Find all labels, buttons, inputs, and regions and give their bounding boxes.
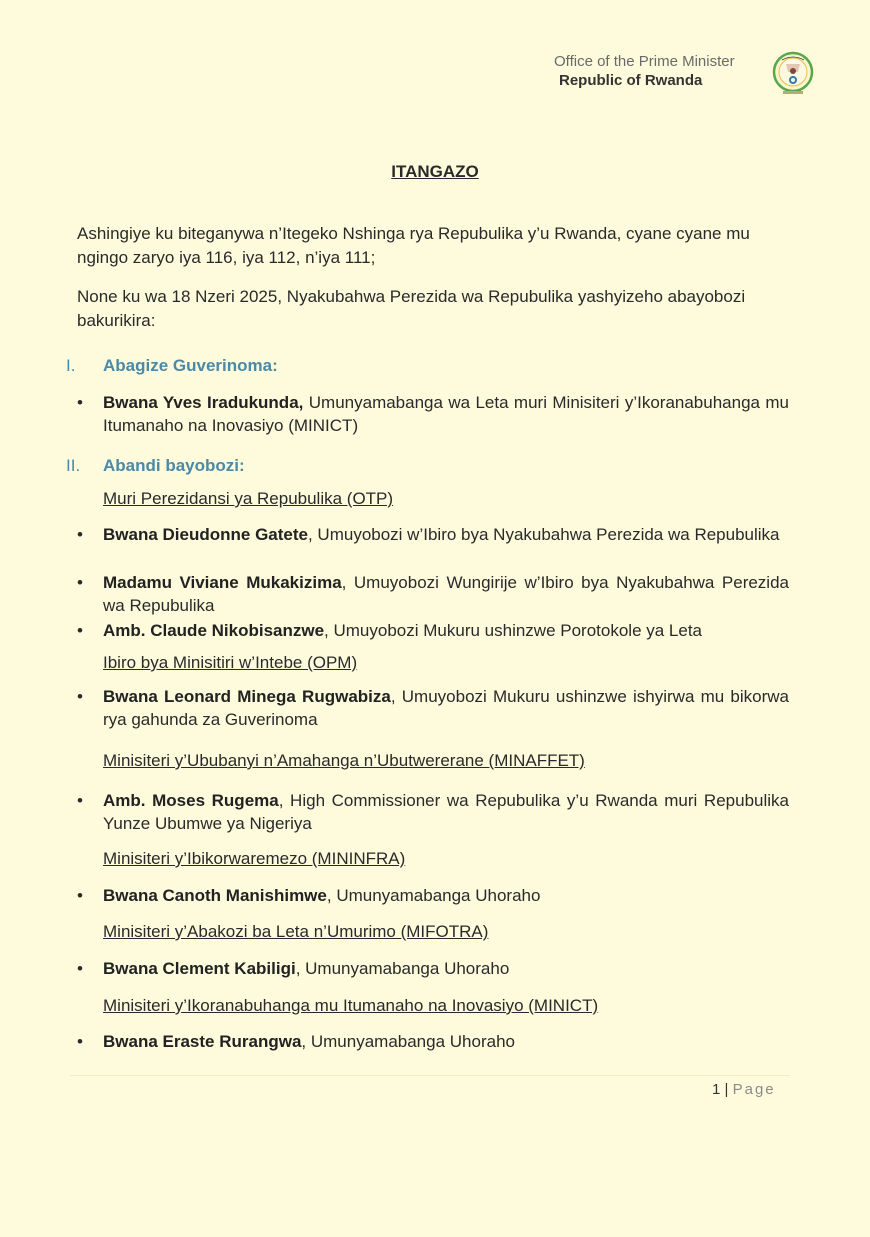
org-heading-minict: Minisiteri y’Ikoranabuhanga mu Itumanaho na Inovasiyo (MINICT) bbox=[103, 996, 599, 1015]
page-number-value: 1 bbox=[712, 1081, 721, 1098]
org-heading-minaffet: Minisiteri y’Ububanyi n’Amahanga n’Ubutwererane (MINAFFET) bbox=[103, 751, 585, 770]
list-item bbox=[77, 685, 789, 731]
appointee-name: Bwana Eraste Rurangwa bbox=[103, 1032, 302, 1051]
bullet-icon: • bbox=[77, 621, 83, 640]
appointee-role: , Umuyobozi Wungirije w’Ibiro bya Nyakubahwa Perezida wa Repubulika bbox=[103, 573, 789, 615]
list-item bbox=[77, 957, 789, 980]
section-heading-2 bbox=[66, 456, 245, 476]
section-heading-1 bbox=[66, 356, 278, 376]
appointee-name: Bwana Leonard Minega Rugwabiza bbox=[103, 687, 391, 706]
letterhead-text bbox=[554, 52, 764, 90]
appointee-name: Madamu Viviane Mukakizima bbox=[103, 573, 342, 592]
org-heading-otp: Muri Perezidansi ya Repubulika (OTP) bbox=[103, 489, 394, 508]
list-item bbox=[77, 391, 789, 437]
intro-paragraph-1: Ashingiye ku biteganywa n’Itegeko Nshinga rya Repubulika y’u Rwanda, cyane cyane mu ngingo zaryo iya 116, iya 112, n’iya 111; bbox=[77, 224, 750, 267]
appointee-name: Amb. Claude Nikobisanzwe bbox=[103, 621, 325, 640]
org-heading-mininfra: Minisiteri y’Ibikorwaremezo (MININFRA) bbox=[103, 849, 406, 868]
appointee-role: , Umunyamabanga Uhoraho bbox=[301, 1032, 515, 1051]
appointee-name: Bwana Dieudonne Gatete bbox=[103, 525, 308, 544]
page-label: Page bbox=[732, 1081, 776, 1098]
page-separator: | bbox=[724, 1081, 729, 1098]
intro-paragraph-2: None ku wa 18 Nzeri 2025, Nyakubahwa Perezida wa Repubulika yashyizeho abayobozi bakurikira: bbox=[77, 287, 746, 330]
bullet-icon: • bbox=[77, 791, 83, 810]
org-heading-mifotra: Minisiteri y’Abakozi ba Leta n’Umurimo (MIFOTRA) bbox=[103, 922, 489, 941]
appointee-role: Umunyamabanga wa Leta muri Minisiteri y’Ikoranabuhanga mu Itumanaho na Inovasiyo (MINICT) bbox=[103, 393, 789, 435]
bullet-icon: • bbox=[77, 525, 83, 544]
list-item bbox=[77, 789, 789, 835]
appointee-role: , Umunyamabanga Uhoraho bbox=[326, 886, 541, 905]
list-item bbox=[77, 523, 789, 546]
section-title: Abagize Guverinoma: bbox=[103, 356, 278, 375]
appointee-name: Bwana Canoth Manishimwe bbox=[103, 886, 327, 905]
bullet-icon: • bbox=[77, 1032, 83, 1051]
bullet-icon: • bbox=[77, 573, 83, 592]
document-title: ITANGAZO bbox=[391, 162, 479, 181]
bullet-icon: • bbox=[77, 886, 83, 905]
section-title: Abandi bayobozi: bbox=[103, 456, 245, 475]
list-item bbox=[77, 619, 789, 642]
appointee-name: Bwana Yves Iradukunda, bbox=[103, 393, 304, 412]
footer-divider bbox=[70, 1075, 790, 1076]
section-number: I. bbox=[66, 356, 76, 375]
appointee-role: , Umuyobozi Mukuru ushinzwe Porotokole ya Leta bbox=[324, 621, 703, 640]
bullet-icon: • bbox=[77, 959, 83, 978]
list-item bbox=[77, 571, 789, 617]
org-heading-opm: Ibiro bya Minisitiri w’Intebe (OPM) bbox=[103, 653, 358, 672]
bullet-icon: • bbox=[77, 393, 83, 412]
republic-name: Republic of Rwanda bbox=[559, 72, 703, 89]
office-name: Office of the Prime Minister bbox=[554, 53, 735, 70]
list-item bbox=[77, 884, 789, 907]
section-number: II. bbox=[66, 456, 81, 475]
appointee-role: , Umuyobozi Mukuru ushinzwe ishyirwa mu bikorwa rya gahunda za Guverinoma bbox=[103, 687, 790, 729]
list-item bbox=[77, 1030, 789, 1053]
appointee-name: Amb. Moses Rugema bbox=[103, 791, 279, 810]
appointee-role: , High Commissioner wa Repubulika y’u Rwanda muri Repubulika Yunze Ubumwe ya Nigeriya bbox=[103, 791, 789, 833]
appointee-role: , Umuyobozi w’Ibiro bya Nyakubahwa Perezida wa Repubulika bbox=[307, 525, 780, 544]
appointee-name: Bwana Clement Kabiligi bbox=[103, 959, 296, 978]
appointee-role: , Umunyamabanga Uhoraho bbox=[295, 959, 510, 978]
page-number bbox=[712, 1081, 776, 1098]
bullet-icon: • bbox=[77, 687, 83, 706]
rwanda-coat-of-arms-icon bbox=[772, 50, 814, 98]
